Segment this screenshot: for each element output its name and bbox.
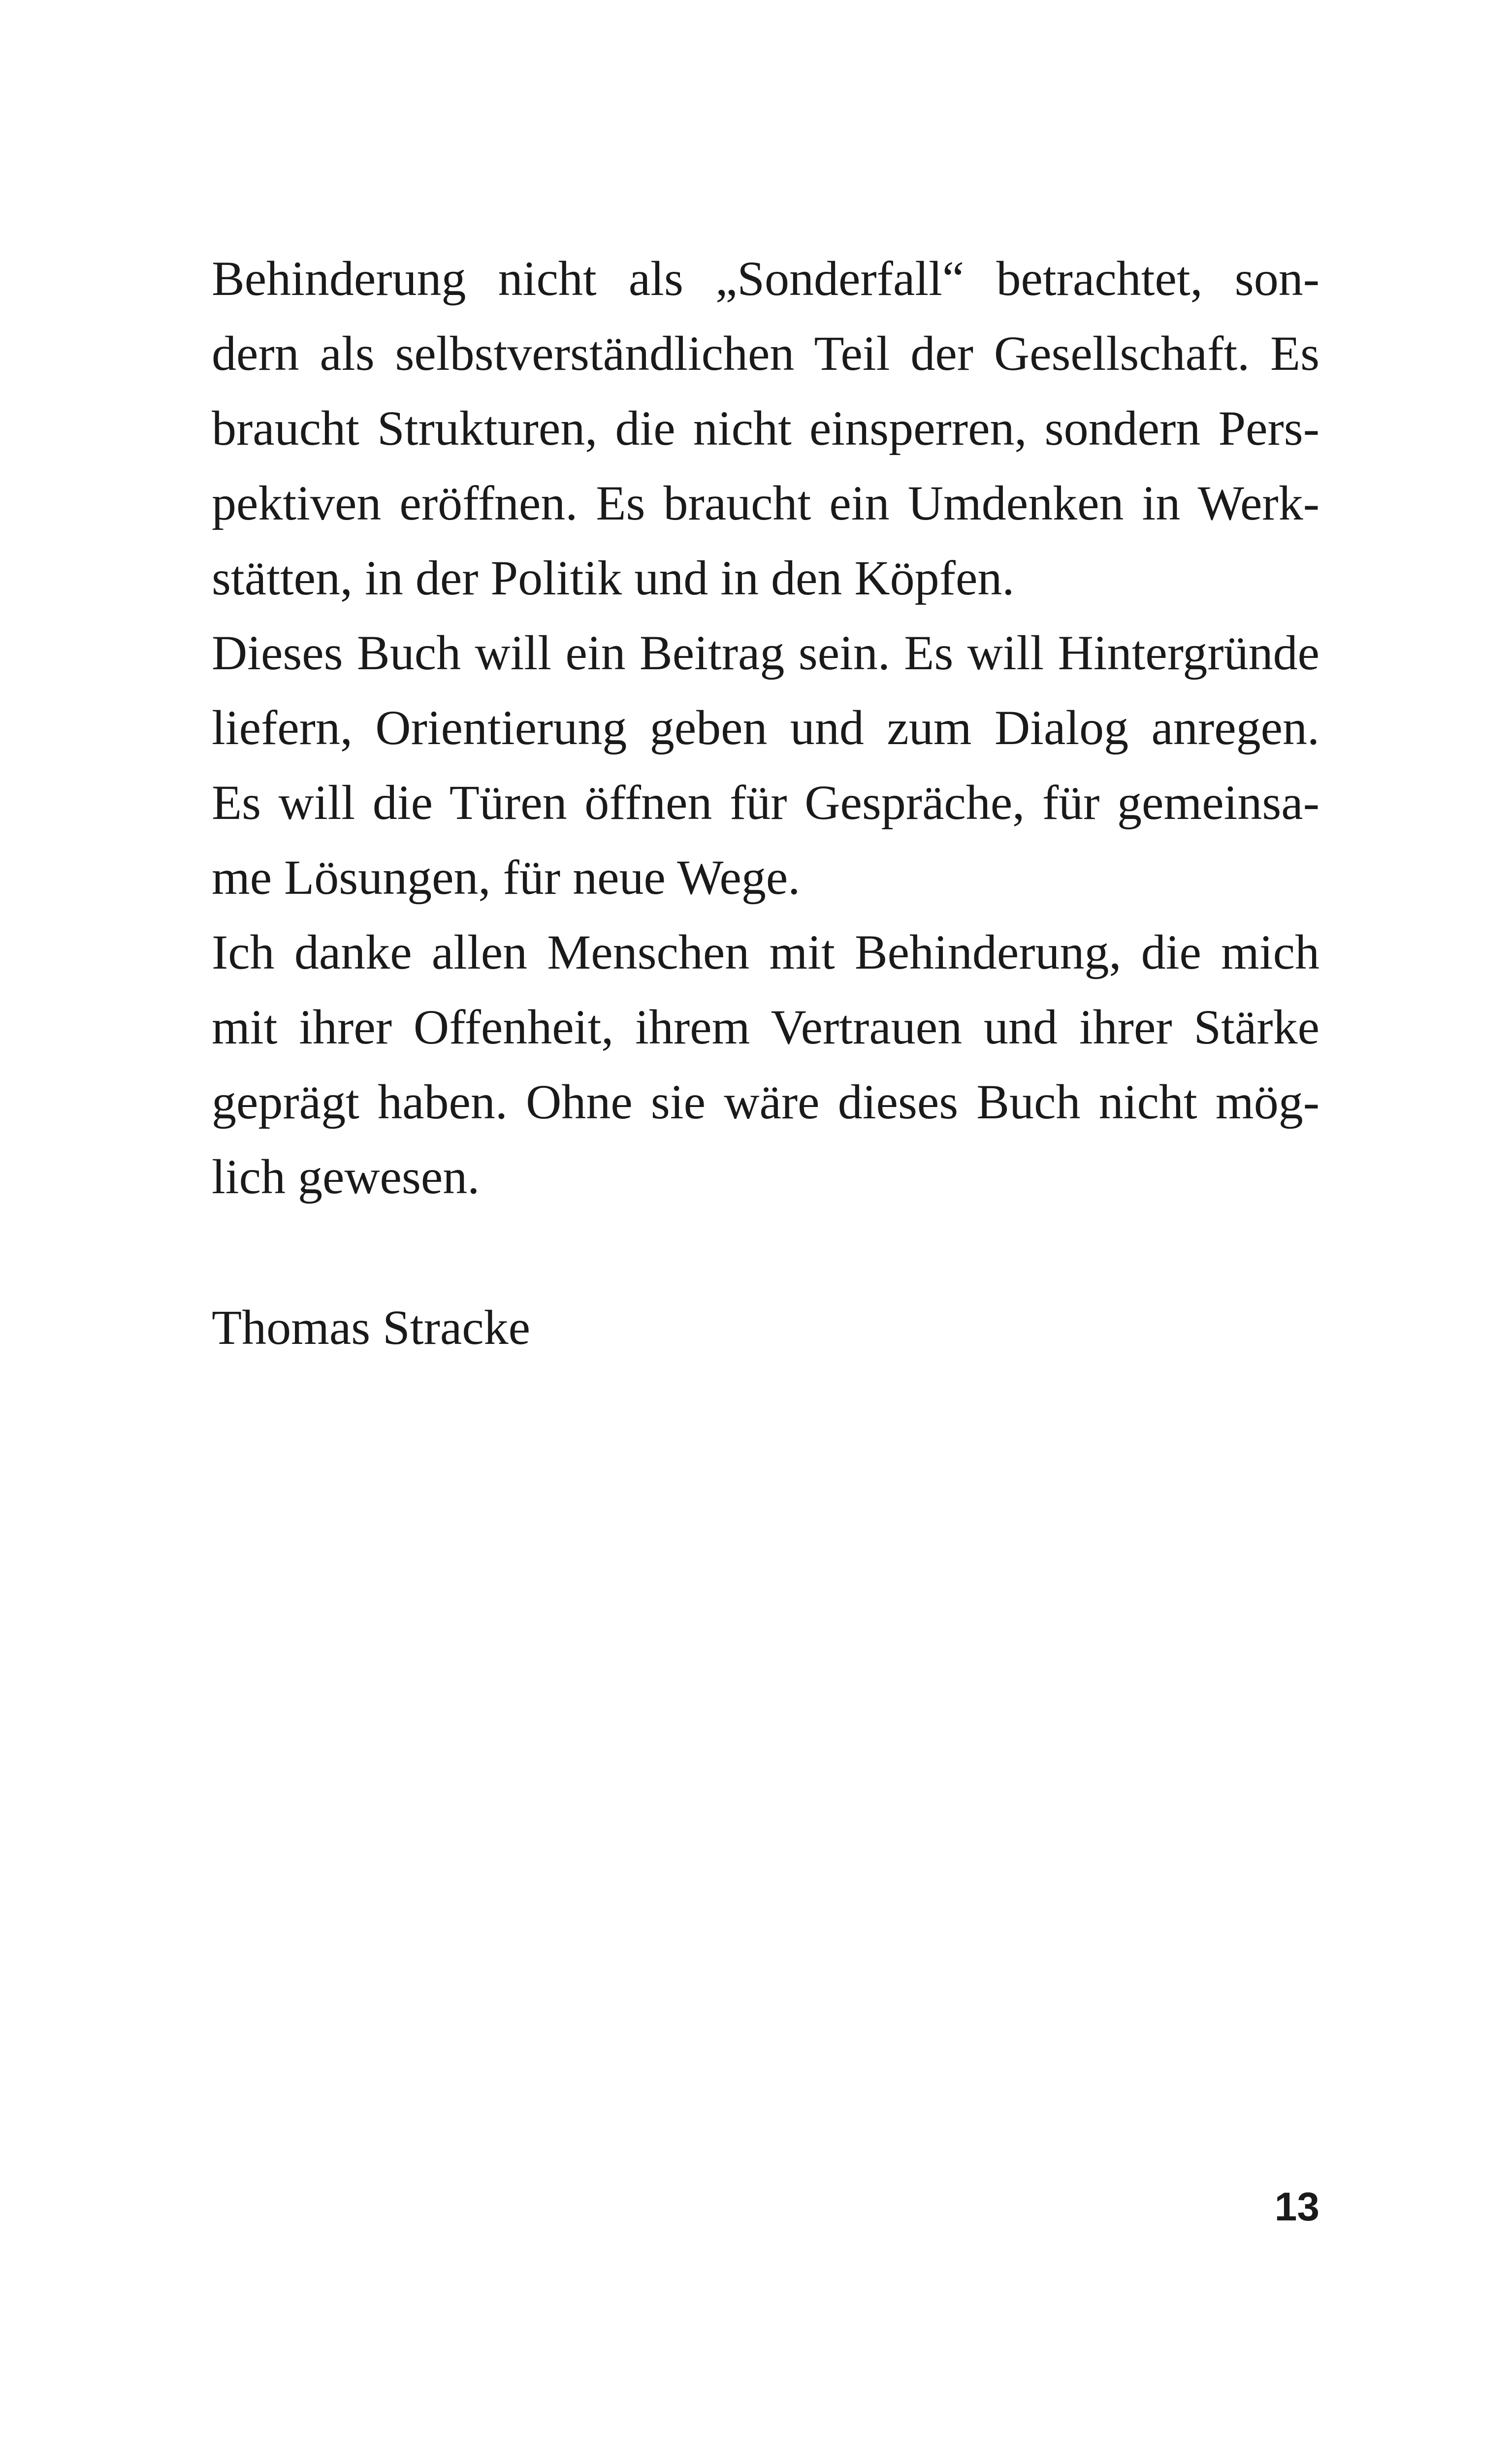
text-line: pektiven eröffnen. Es braucht ein Umdenken in Werk- xyxy=(212,476,1319,530)
text-line: stätten, in der Politik und in den Köpfen. xyxy=(212,551,1015,605)
body-text xyxy=(212,241,1319,1214)
text-line: braucht Strukturen, die nicht einsperren, sondern Pers- xyxy=(212,401,1319,456)
text-line: Dieses Buch will ein Beitrag sein. Es will Hintergründe xyxy=(212,625,1319,680)
text-line: Behinderung nicht als „Sonderfall“ betrachtet, son- xyxy=(212,251,1319,306)
author-signature: Thomas Stracke xyxy=(212,1300,531,1355)
text-line: me Lösungen, für neue Wege. xyxy=(212,850,801,905)
text-line: liefern, Orientierung geben und zum Dialog anregen. xyxy=(212,700,1319,755)
text-line: mit ihrer Offenheit, ihrem Vertrauen und ihrer Stärke xyxy=(212,1000,1319,1054)
page-number: 13 xyxy=(1274,2184,1319,2229)
text-line: geprägt haben. Ohne sie wäre dieses Buch nicht mög- xyxy=(212,1075,1319,1129)
text-line: lich gewesen. xyxy=(212,1149,480,1204)
text-line: dern als selbstverständlichen Teil der Gesellschaft. Es xyxy=(212,326,1319,381)
text-line: Es will die Türen öffnen für Gespräche, für gemeinsa- xyxy=(212,775,1319,830)
text-line: Ich danke allen Menschen mit Behinderung, die mich xyxy=(212,925,1319,979)
